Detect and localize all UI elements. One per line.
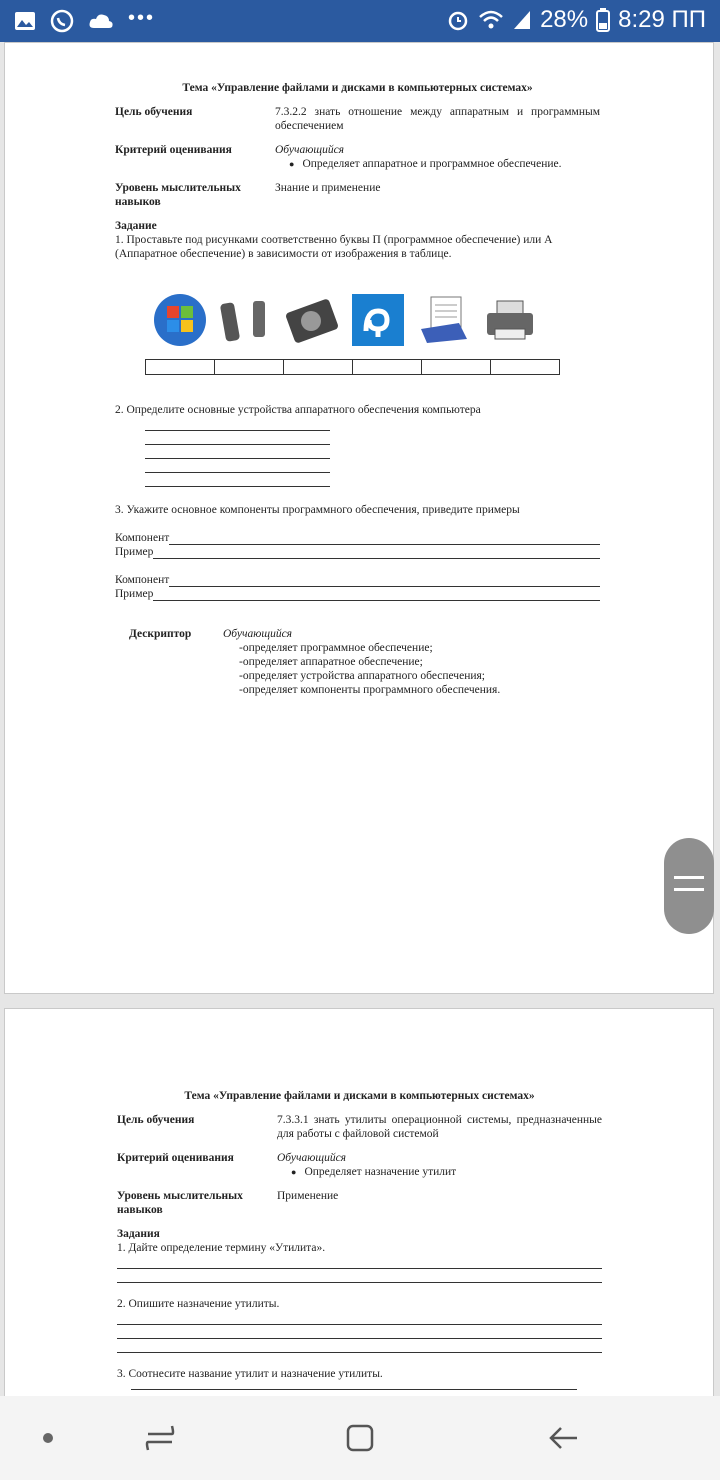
signal-icon: [512, 9, 532, 31]
more-icon: •••: [128, 6, 156, 29]
answer-line: [145, 431, 330, 445]
answer-cell[interactable]: [421, 359, 490, 375]
windows-logo-icon: [153, 293, 207, 347]
task-3: 3. Соотнесите название утилит и назначение утилиты.: [117, 1368, 383, 1380]
goal-value: 7.3.3.1 знать утилиты операционной системы, предназначенные для работы с файловой системой: [277, 1114, 602, 1140]
task-2-lines: [145, 417, 330, 487]
document-viewer[interactable]: [0, 42, 720, 1396]
example-label: Пример: [115, 546, 154, 558]
answer-line: [117, 1255, 602, 1269]
fedora-logo-icon: [351, 293, 405, 347]
criteria-label: Критерий оценивания: [115, 144, 232, 156]
component-label: Компонент: [115, 532, 170, 544]
criteria-bullet: ● Определяет аппаратное и программное обеспечение.: [275, 157, 600, 171]
navigation-bar: [0, 1396, 720, 1480]
back-button[interactable]: [545, 1420, 581, 1456]
gallery-icon: [14, 10, 36, 32]
goal-value: 7.3.2.2 знать отношение между аппаратным и программным обеспечением: [275, 106, 600, 132]
descriptor-item: -определяет программное обеспечение;: [239, 642, 433, 654]
answer-line: [153, 545, 600, 559]
criteria-bullet: ● Определяет назначение утилит: [277, 1165, 602, 1179]
answer-cell[interactable]: [145, 359, 214, 375]
goal-label: Цель обучения: [117, 1114, 195, 1126]
status-bar: [0, 0, 720, 42]
descriptor-who: Обучающийся: [223, 628, 293, 640]
answer-line: [117, 1339, 602, 1353]
page-title: Тема «Управление файлами и дисками в компьютерных системах»: [182, 82, 533, 94]
component-row-2: [115, 573, 600, 601]
wifi-icon: [478, 9, 504, 31]
clock: 8:29 ПП: [618, 6, 706, 33]
answer-cell[interactable]: [283, 359, 352, 375]
printer-icon: [483, 293, 537, 347]
level-value: Применение: [277, 1190, 339, 1202]
descriptor-label: Дескриптор: [129, 628, 192, 640]
task-1: 1. Дайте определение термину «Утилита».: [117, 1242, 326, 1254]
level-value: Знание и применение: [275, 182, 381, 194]
whatsapp-icon: [50, 9, 74, 33]
document-page-1: [4, 42, 714, 994]
page-title: Тема «Управление файлами и дисками в компьютерных системах»: [184, 1090, 535, 1102]
recent-apps-button[interactable]: [142, 1420, 178, 1456]
criteria-who: Обучающийся: [275, 144, 345, 156]
descriptor-item: -определяет аппаратное обеспечение;: [239, 656, 423, 668]
answer-cell[interactable]: [490, 359, 560, 375]
task-heading: Задания: [117, 1228, 160, 1240]
task-1-images: [153, 293, 600, 347]
answer-line: [169, 573, 600, 587]
answer-line: [117, 1311, 602, 1325]
utilities-table: [131, 1389, 577, 1390]
descriptor-block: [129, 627, 600, 697]
fast-scroll-handle[interactable]: [664, 838, 714, 934]
example-label: Пример: [115, 588, 154, 600]
usb-drives-icon: [219, 293, 273, 347]
answer-line: [153, 587, 600, 601]
criteria-label: Критерий оценивания: [117, 1152, 234, 1164]
answer-line: [117, 1325, 602, 1339]
hard-drive-icon: [285, 293, 339, 347]
criteria-who: Обучающийся: [277, 1152, 347, 1164]
cloud-icon: [88, 12, 114, 30]
page-2-content: [117, 1089, 602, 1390]
task-2: 2. Опишите назначение утилиты.: [117, 1298, 280, 1310]
task-1: 1. Проставьте под рисунками соответственно буквы П (программное обеспечение) или А (Аппаратное обеспечение) в зависимости от изображения в таблице.: [115, 234, 553, 260]
page-1-content: [115, 81, 600, 697]
level-label: Уровень мыслительных навыков: [117, 1190, 243, 1216]
word-document-icon: [417, 293, 471, 347]
level-label: Уровень мыслительных навыков: [115, 182, 241, 208]
task-2: 2. Определите основные устройства аппаратного обеспечения компьютера: [115, 404, 481, 416]
answer-line: [145, 445, 330, 459]
component-row-1: [115, 531, 600, 559]
answer-line: [145, 459, 330, 473]
answer-cell[interactable]: [214, 359, 283, 375]
answer-line: [145, 417, 330, 431]
answer-line: [145, 473, 330, 487]
goal-label: Цель обучения: [115, 106, 193, 118]
task-heading: Задание: [115, 220, 157, 232]
navbar-dot-icon[interactable]: [30, 1420, 66, 1456]
answer-line: [169, 531, 600, 545]
answer-line: [117, 1269, 602, 1283]
alarm-icon: [446, 8, 470, 32]
document-page-2: [4, 1008, 714, 1396]
answer-table[interactable]: [145, 359, 600, 375]
battery-icon: [596, 8, 610, 32]
answer-cell[interactable]: [352, 359, 421, 375]
task-3: 3. Укажите основное компоненты программного обеспечения, приведите примеры: [115, 504, 520, 516]
home-button[interactable]: [342, 1420, 378, 1456]
descriptor-item: -определяет компоненты программного обеспечения.: [239, 684, 501, 696]
battery-percent: 28%: [540, 6, 589, 33]
descriptor-item: -определяет устройства аппаратного обеспечения;: [239, 670, 485, 682]
component-label: Компонент: [115, 574, 170, 586]
